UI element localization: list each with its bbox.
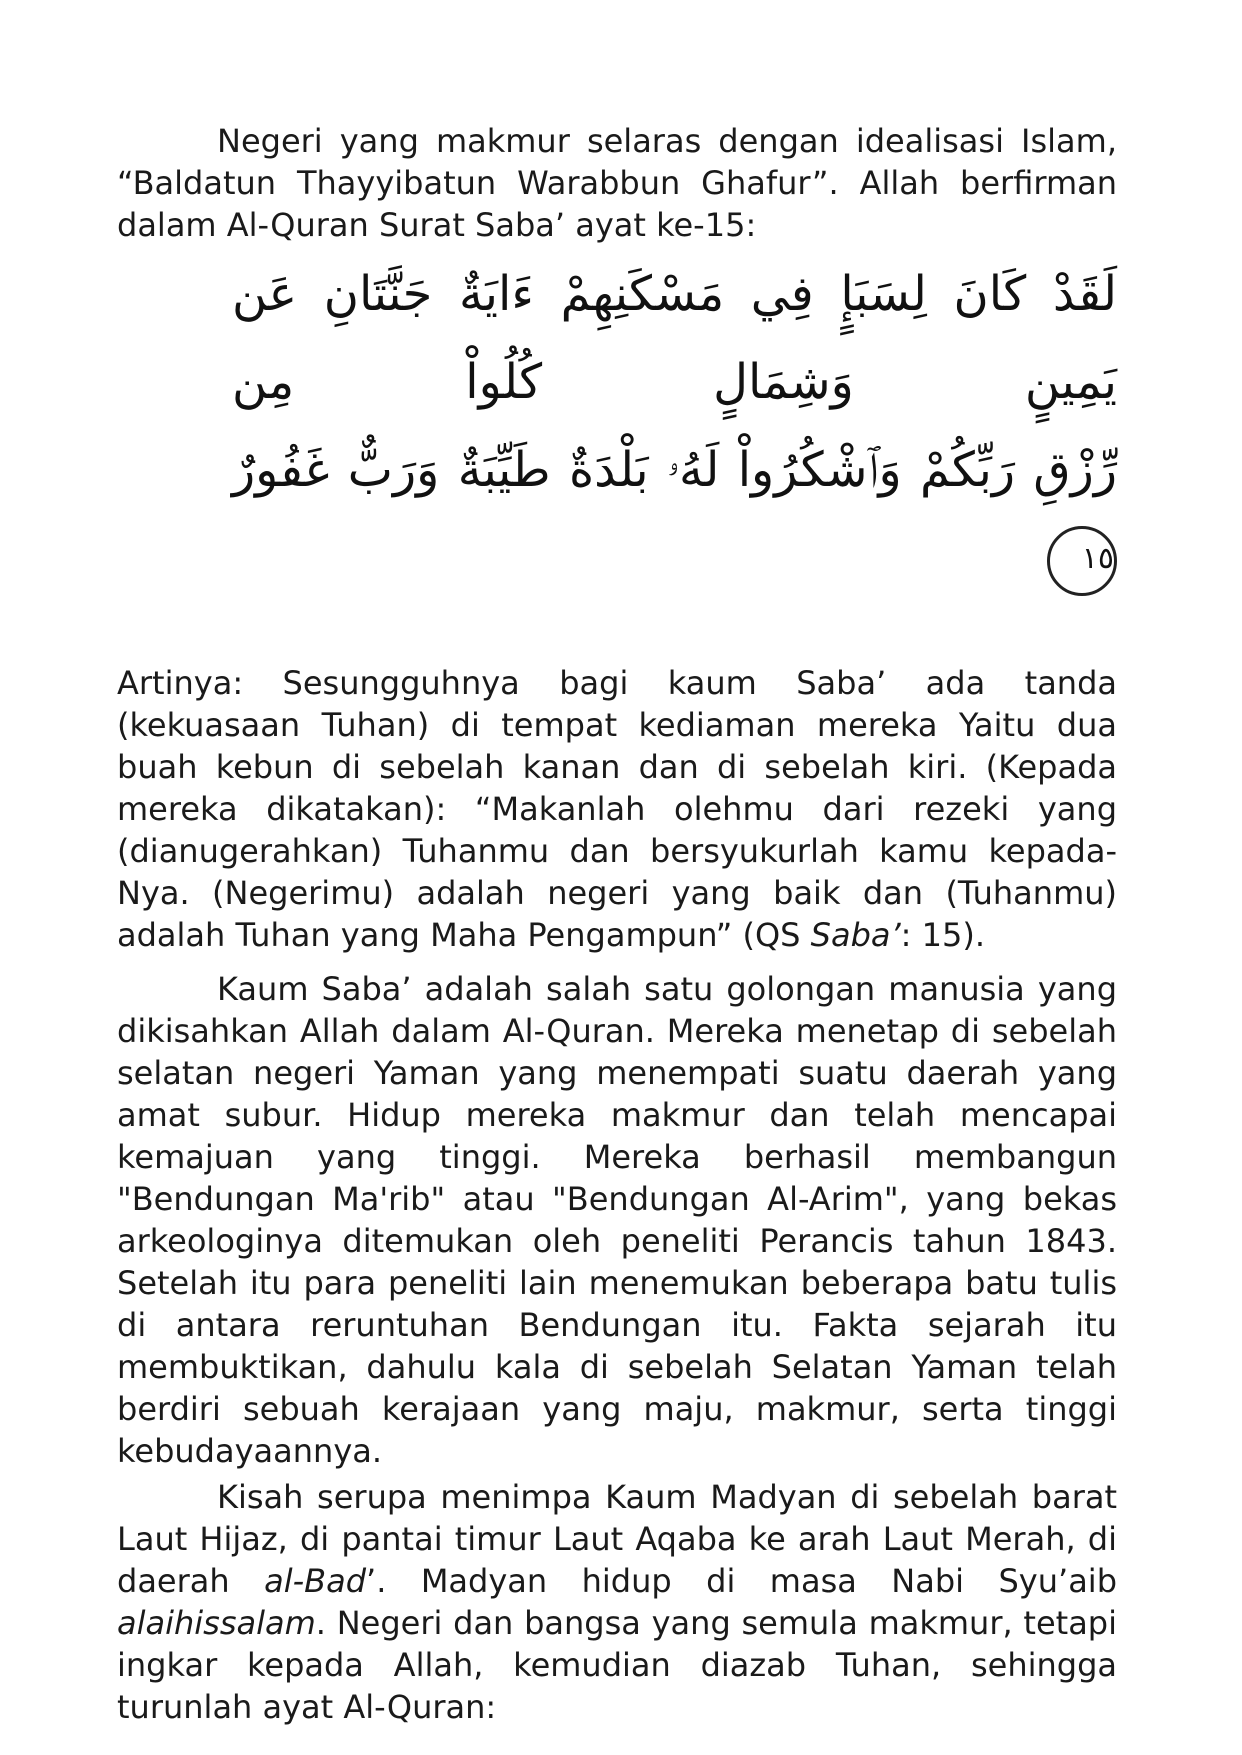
madyan-text-3: . Negeri dan bangsa yang semula makmur, tetapi ingkar kepada Allah, kemudian diazab Tuhan, sehingga turunlah ayat Al-Quran: bbox=[117, 1604, 1117, 1726]
translation-reference-surah: Saba’ bbox=[810, 916, 901, 954]
translation-paragraph bbox=[117, 662, 1117, 956]
verse-line-2-text: رِّزْقِ رَبِّكُمْ وَٱشْكُرُواْ لَهُۥ بَلْدَةٌ طَيِّبَةٌ وَرَبٌّ غَفُورٌ bbox=[232, 442, 1117, 498]
madyan-italic-alaihissalam: alaihissalam bbox=[117, 1604, 316, 1642]
quran-verse bbox=[117, 250, 1117, 602]
document-page bbox=[117, 120, 1117, 1728]
translation-text: Artinya: Sesungguhnya bagi kaum Saba’ ada tanda (kekuasaan Tuhan) di tempat kediaman mereka Yaitu dua buah kebun di sebelah kanan dan di sebelah kiri. (Kepada mereka dikatakan): “Makanlah olehmu dari rezeki yang (dianugerahkan) Tuhanmu dan bersyukurlah kamu kepada-Nya. (Negerimu) adalah negeri yang baik dan (Tuhanmu) adalah Tuhan yang Maha Pengampun” (QS bbox=[117, 664, 1117, 954]
madyan-italic-al-bad: al-Bad bbox=[264, 1562, 367, 1600]
saba-paragraph bbox=[117, 968, 1117, 1472]
verse-line-2 bbox=[232, 426, 1117, 602]
madyan-text-1: Kisah serupa menimpa Kaum Madyan di sebelah barat Laut Hijaz, di pantai timur Laut Aqaba ke arah Laut Merah, di daerah bbox=[117, 1478, 1117, 1600]
intro-text: Negeri yang makmur selaras dengan idealisasi Islam, “Baldatun Thayyibatun Warabbun Ghafur”. Allah berfirman dalam Al-Quran Surat Saba’ ayat ke-15: bbox=[117, 122, 1117, 244]
madyan-text-2: ’. Madyan hidup di masa Nabi Syu’aib bbox=[366, 1562, 1118, 1600]
saba-text: Kaum Saba’ adalah salah satu golongan manusia yang dikisahkan Allah dalam Al-Quran. Mereka menetap di sebelah selatan negeri Yaman yang menempati suatu daerah yang amat subur. Hidup mereka makmur dan telah mencapai kemajuan yang tinggi. Mereka berhasil membangun "Bendungan Ma'rib" atau "Bendungan Al-Arim", yang bekas arkeologinya ditemukan oleh peneliti Perancis tahun 1843. Setelah itu para peneliti lain menemukan beberapa batu tulis di antara reruntuhan Bendungan itu. Fakta sejarah itu membuktikan, dahulu kala di sebelah Selatan Yaman telah berdiri sebuah kerajaan yang maju, makmur, serta tinggi kebudayaannya. bbox=[117, 970, 1117, 1470]
madyan-paragraph bbox=[117, 1476, 1117, 1728]
intro-paragraph bbox=[117, 120, 1117, 246]
translation-reference-tail: : 15). bbox=[900, 916, 985, 954]
ayah-number-marker: ١٥ bbox=[1047, 526, 1117, 596]
verse-line-1: لَقَدْ كَانَ لِسَبَإٍ فِي مَسْكَنِهِمْ ءَايَةٌ جَنَّتَانِ عَن يَمِينٍ وَشِمَالٍ كُلُواْ مِن bbox=[232, 266, 1117, 410]
